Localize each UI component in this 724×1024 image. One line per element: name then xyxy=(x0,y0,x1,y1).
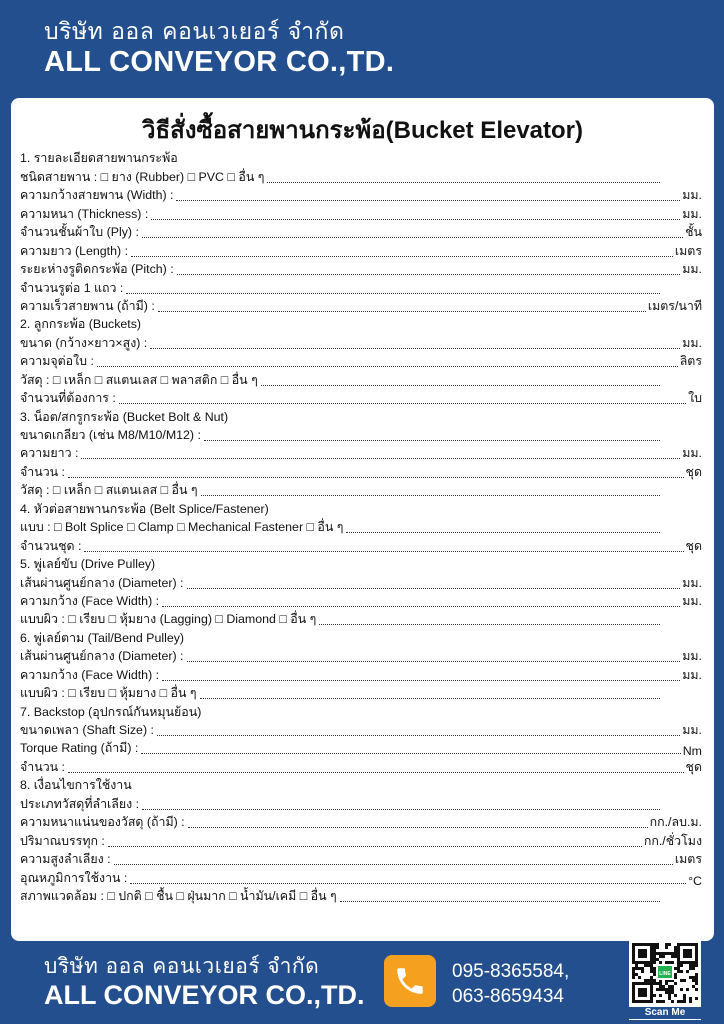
form-field-row xyxy=(20,390,702,408)
field-unit: มม. xyxy=(682,188,702,203)
field-unit: ลิตร xyxy=(679,354,702,369)
section-heading xyxy=(20,408,702,426)
form-field-row xyxy=(20,261,702,279)
field-label: แบบ : □ Bolt Splice □ Clamp □ Mechanical Fastener □ อื่น ๆ xyxy=(20,520,344,535)
fill-in-line[interactable] xyxy=(142,237,683,238)
form-field-row xyxy=(20,279,702,297)
phone-icon xyxy=(384,955,436,1007)
form-field-row xyxy=(20,537,702,555)
field-unit: มม. xyxy=(682,575,702,590)
qr-code-icon xyxy=(632,943,698,1005)
field-label: ปริมาณบรรทุก : xyxy=(20,833,105,848)
fill-in-line[interactable] xyxy=(97,366,678,367)
fill-in-line[interactable] xyxy=(176,200,680,201)
line-qr-code[interactable] xyxy=(629,940,701,1020)
form-field-row xyxy=(20,168,702,186)
form-field-row xyxy=(20,666,702,684)
fill-in-line[interactable] xyxy=(267,182,660,183)
form-field-row xyxy=(20,869,702,887)
field-label: จำนวน : xyxy=(20,464,66,479)
field-unit: ชุด xyxy=(685,464,702,479)
section-heading xyxy=(20,316,702,334)
footer-company-thai: บริษัท ออล คอนเวเยอร์ จำกัด xyxy=(44,954,320,978)
field-label: 7. Backstop (อุปกรณ์กันหมุนย้อน) xyxy=(20,704,202,719)
field-label: 3. น็อต/สกรูกระพ้อ (Bucket Bolt & Nut) xyxy=(20,409,229,424)
order-form-card xyxy=(11,98,714,941)
field-label: ความหนาแน่นของวัสดุ (ถ้ามี) : xyxy=(20,815,185,830)
form-field-row xyxy=(20,740,702,758)
field-unit: เมตร xyxy=(674,243,702,258)
fill-in-line[interactable] xyxy=(319,624,660,625)
field-label: แบบผิว : □ เรียบ □ หุ้มยาง (Lagging) □ Diamond □ อื่น ๆ xyxy=(20,612,317,627)
form-field-row xyxy=(20,371,702,389)
phone-number-1[interactable]: 095-8365584, xyxy=(452,961,570,982)
form-field-row xyxy=(20,888,702,906)
field-unit: ชุด xyxy=(685,538,702,553)
field-label: แบบผิว : □ เรียบ □ หุ้มยาง □ อื่น ๆ xyxy=(20,686,197,701)
field-label: 5. พู่เลย์ขับ (Drive Pulley) xyxy=(20,557,156,572)
fill-in-line[interactable] xyxy=(130,883,686,884)
form-field-row xyxy=(20,758,702,776)
field-unit: ใบ xyxy=(688,391,702,406)
field-label: ระยะห่างรูติดกระพ้อ (Pitch) : xyxy=(20,262,174,277)
fill-in-line[interactable] xyxy=(340,901,660,902)
field-label: ชนิดสายพาน : □ ยาง (Rubber) □ PVC □ อื่น ๆ xyxy=(20,169,265,184)
field-unit: เมตร/นาที xyxy=(647,298,702,313)
contact-phones xyxy=(452,959,569,1009)
field-label: ขนาดเพลา (Shaft Size) : xyxy=(20,723,154,737)
form-field-row xyxy=(20,685,702,703)
field-label: จำนวนที่ต้องการ : xyxy=(20,391,116,406)
form-field-row xyxy=(20,648,702,666)
fill-in-line[interactable] xyxy=(187,588,681,589)
fill-in-line[interactable] xyxy=(68,772,684,773)
fill-in-line[interactable] xyxy=(162,680,680,681)
form-field-row xyxy=(20,445,702,463)
section-heading xyxy=(20,703,702,721)
line-logo: LINE xyxy=(659,971,671,977)
fill-in-line[interactable] xyxy=(200,698,660,699)
fill-in-line[interactable] xyxy=(158,311,646,312)
form-field-row xyxy=(20,593,702,611)
field-unit: ชั้น xyxy=(685,225,702,240)
section-heading xyxy=(20,500,702,518)
field-label: เส้นผ่านศูนย์กลาง (Diameter) : xyxy=(20,575,184,590)
field-unit: เมตร xyxy=(674,852,702,867)
form-field-row xyxy=(20,463,702,481)
form-field-row xyxy=(20,187,702,205)
form-field-row xyxy=(20,814,702,832)
field-unit: มม. xyxy=(682,262,702,277)
field-label: ความยาว : xyxy=(20,446,79,461)
field-label: ประเภทวัสดุที่ลำเลียง : xyxy=(20,796,140,811)
fill-in-line[interactable] xyxy=(188,827,648,828)
form-field-row xyxy=(20,482,702,500)
fill-in-line[interactable] xyxy=(187,661,681,662)
field-label: ความสูงลำเลียง : xyxy=(20,852,111,867)
fill-in-line[interactable] xyxy=(84,551,683,552)
form-field-row xyxy=(20,224,702,242)
field-unit: ชุด xyxy=(685,759,702,774)
field-label: 4. หัวต่อสายพานกระพ้อ (Belt Splice/Fastener) xyxy=(20,501,269,516)
field-label: เส้นผ่านศูนย์กลาง (Diameter) : xyxy=(20,649,184,664)
footer-company-english: ALL CONVEYOR CO.,TD. xyxy=(44,980,365,1010)
fill-in-line[interactable] xyxy=(141,753,680,754)
field-label: 2. ลูกกระพ้อ (Buckets) xyxy=(20,317,142,332)
fill-in-line[interactable] xyxy=(108,846,642,847)
form-title: วิธีสั่งซื้อสายพานกระพ้อ(Bucket Elevator) xyxy=(141,117,584,144)
field-label: ความกว้าง (Face Width) : xyxy=(20,667,160,682)
fill-in-line[interactable] xyxy=(346,532,660,533)
field-label: จำนวนชุด : xyxy=(20,538,82,553)
form-field-row xyxy=(20,242,702,260)
form-field-row xyxy=(20,722,702,740)
field-unit: มม. xyxy=(682,667,702,682)
form-field-row xyxy=(20,298,702,316)
field-unit: มม. xyxy=(682,649,702,664)
field-unit: มม. xyxy=(682,723,702,737)
field-label: ความกว้างสายพาน (Width) : xyxy=(20,188,174,203)
scan-me-label: Scan Me xyxy=(629,1007,701,1019)
section-heading xyxy=(20,150,702,168)
field-unit: °C xyxy=(688,873,702,888)
field-unit: มม. xyxy=(682,206,702,221)
field-label: ความจุต่อใบ : xyxy=(20,354,94,369)
form-field-row xyxy=(20,574,702,592)
field-unit: Nm xyxy=(682,744,702,759)
field-label: Torque Rating (ถ้ามี) : xyxy=(20,741,139,756)
section-heading xyxy=(20,629,702,647)
fill-in-line[interactable] xyxy=(157,735,680,736)
header-company-thai: บริษัท ออล คอนเวเยอร์ จำกัด xyxy=(44,19,345,45)
form-field-row xyxy=(20,795,702,813)
fill-in-line[interactable] xyxy=(68,477,684,478)
fill-in-line[interactable] xyxy=(150,348,680,349)
section-heading xyxy=(20,556,702,574)
fill-in-line[interactable] xyxy=(142,809,660,810)
phone-number-2[interactable]: 063-8659434 xyxy=(452,986,564,1007)
form-field-row xyxy=(20,851,702,869)
field-label: ความหนา (Thickness) : xyxy=(20,206,149,221)
header-company-english: ALL CONVEYOR CO.,TD. xyxy=(44,46,395,78)
field-unit: กก./ลบ.ม. xyxy=(649,815,702,830)
form-field-row xyxy=(20,334,702,352)
fill-in-line[interactable] xyxy=(204,440,660,441)
field-label: สภาพแวดล้อม : □ ปกติ □ ชื้น □ ฝุ่นมาก □ น้ำมัน/เคมี □ อื่น ๆ xyxy=(20,888,337,903)
field-label: จำนวน : xyxy=(20,759,66,774)
field-label: อุณหภูมิการใช้งาน : xyxy=(20,870,128,885)
form-field-row xyxy=(20,519,702,537)
field-label: ความเร็วสายพาน (ถ้ามี) : xyxy=(20,298,155,313)
field-label: 6. พู่เลย์ตาม (Tail/Bend Pulley) xyxy=(20,630,185,645)
fill-in-line[interactable] xyxy=(119,403,686,404)
form-field-row xyxy=(20,832,702,850)
fill-in-line[interactable] xyxy=(151,219,680,220)
fill-in-line[interactable] xyxy=(261,385,660,386)
field-label: 1. รายละเอียดสายพานกระพ้อ xyxy=(20,151,178,166)
field-label: ขนาด (กว้าง×ยาว×สูง) : xyxy=(20,335,148,350)
form-fields xyxy=(20,150,702,906)
fill-in-line[interactable] xyxy=(114,864,673,865)
form-field-row xyxy=(20,205,702,223)
form-field-row xyxy=(20,353,702,371)
field-label: จำนวนรูต่อ 1 แถว : xyxy=(20,280,124,295)
field-label: 8. เงื่อนไขการใช้งาน xyxy=(20,778,132,793)
fill-in-line[interactable] xyxy=(126,293,660,294)
fill-in-line[interactable] xyxy=(162,606,680,607)
fill-in-line[interactable] xyxy=(131,256,673,257)
field-unit: มม. xyxy=(682,593,702,608)
field-label: วัสดุ : □ เหล็ก □ สแตนเลส □ พลาสติก □ อื่น ๆ xyxy=(20,372,258,387)
fill-in-line[interactable] xyxy=(81,458,680,459)
field-unit: มม. xyxy=(682,446,702,461)
field-label: ความยาว (Length) : xyxy=(20,243,129,258)
field-label: ขนาดเกลียว (เช่น M8/M10/M12) : xyxy=(20,428,201,442)
field-label: ความกว้าง (Face Width) : xyxy=(20,593,160,608)
fill-in-line[interactable] xyxy=(201,495,660,496)
fill-in-line[interactable] xyxy=(177,274,681,275)
section-heading xyxy=(20,777,702,795)
field-label: จำนวนชั้นผ้าใบ (Ply) : xyxy=(20,225,139,240)
field-unit: กก./ชั่วโมง xyxy=(643,833,702,848)
field-label: วัสดุ : □ เหล็ก □ สแตนเลส □ อื่น ๆ xyxy=(20,483,198,498)
form-field-row xyxy=(20,427,702,445)
form-field-row xyxy=(20,611,702,629)
field-unit: มม. xyxy=(682,335,702,350)
